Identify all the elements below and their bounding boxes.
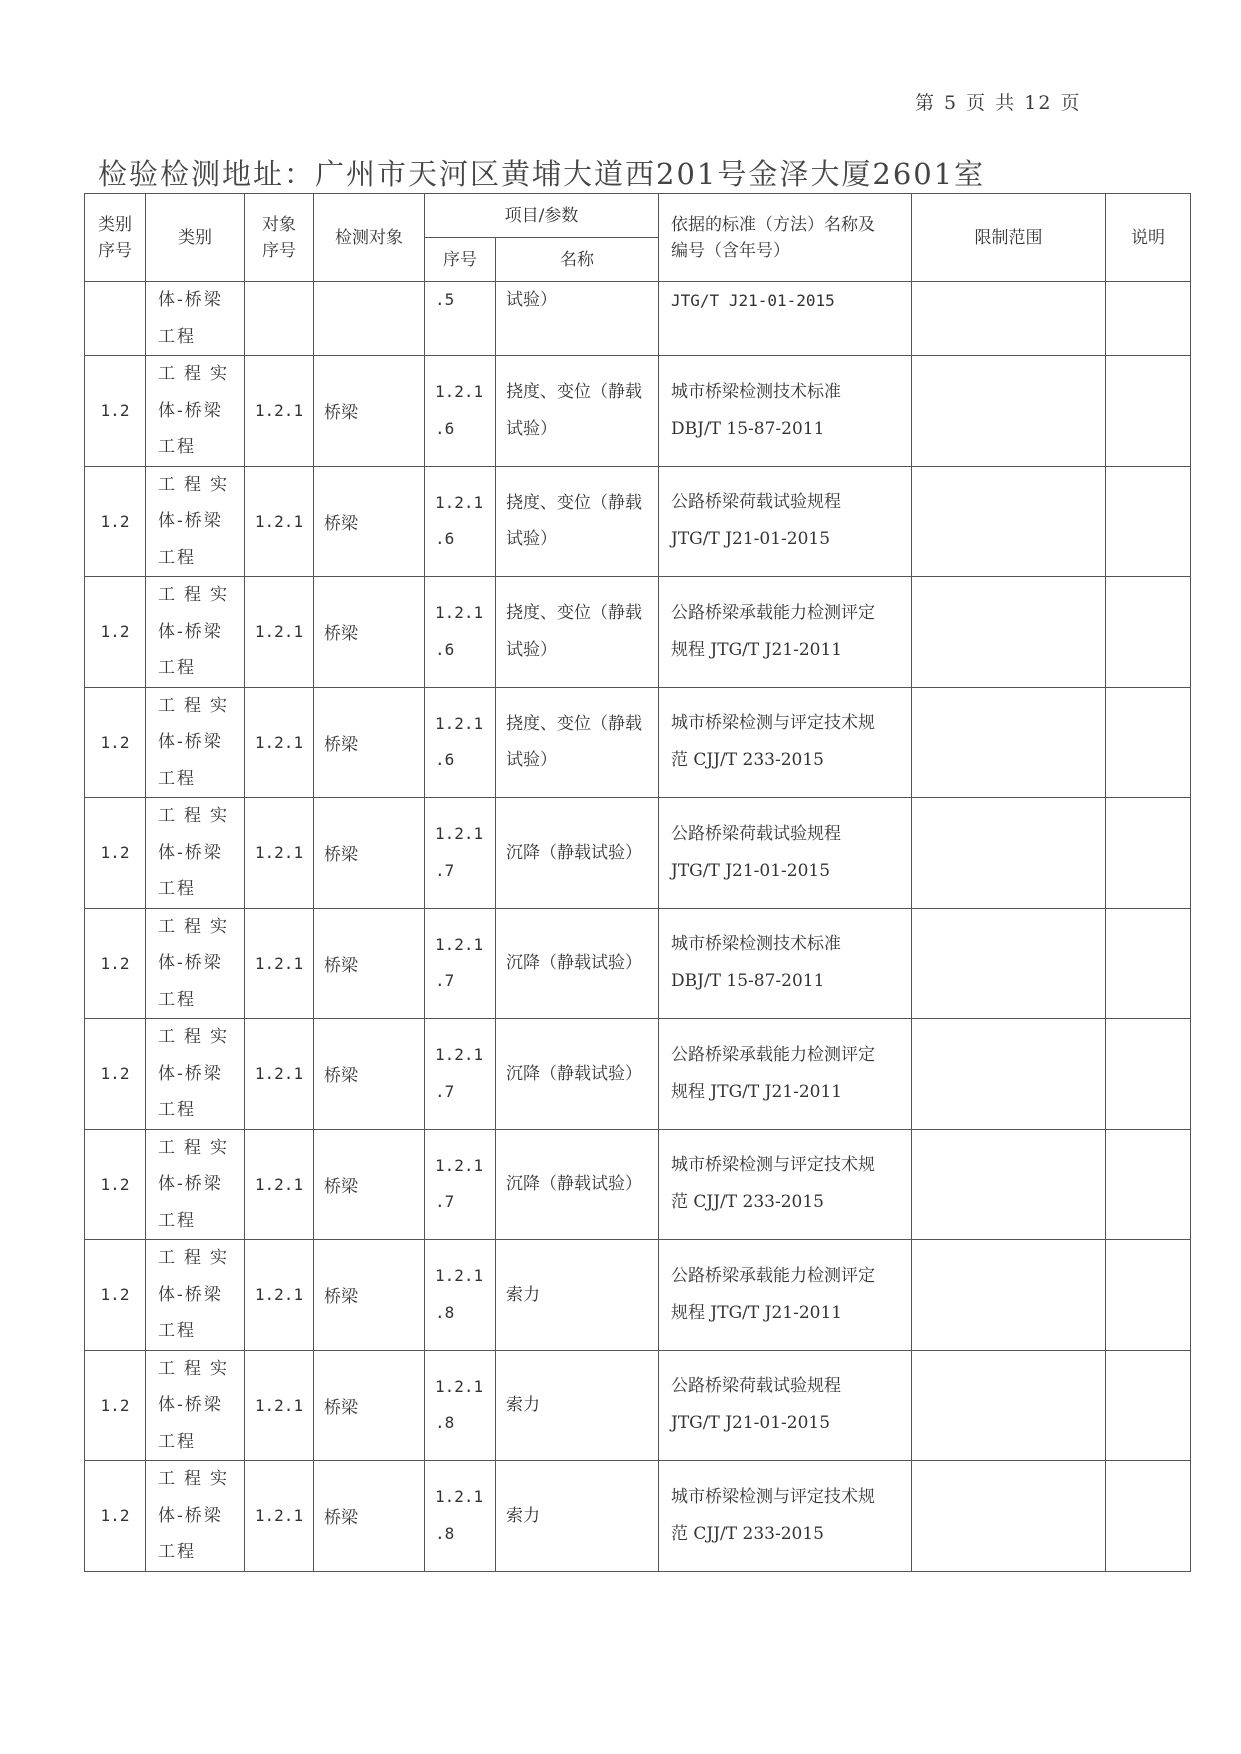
cell-limit bbox=[912, 466, 1106, 577]
cell-obj-no: 1.2.1 bbox=[245, 908, 314, 1019]
cell-obj-no: 1.2.1 bbox=[245, 577, 314, 688]
header-standard: 依据的标准（方法）名称及 编号（含年号） bbox=[659, 194, 912, 282]
cell-limit bbox=[912, 356, 1106, 467]
table-body bbox=[85, 282, 1191, 1572]
table-row bbox=[85, 577, 1191, 688]
address-line bbox=[98, 152, 985, 193]
cell-category: 工程实 体-桥梁 工程 bbox=[146, 798, 245, 909]
table-row bbox=[85, 798, 1191, 909]
header-limit: 限制范围 bbox=[912, 194, 1106, 282]
cell-standard: JTG/T J21-01-2015 bbox=[659, 282, 912, 356]
header-param-no: 序号 bbox=[425, 238, 496, 282]
cell-object: 桥梁 bbox=[314, 1350, 425, 1461]
page-number: 第 5 页 共 12 页 bbox=[915, 92, 1082, 114]
cell-cat-no: 1.2 bbox=[85, 1019, 146, 1130]
cell-param-no: 1.2.1 .7 bbox=[425, 798, 496, 909]
cell-cat-no: 1.2 bbox=[85, 908, 146, 1019]
cell-note bbox=[1106, 282, 1191, 356]
header-param-group: 项目/参数 bbox=[425, 194, 659, 238]
cell-param-name: 沉降（静载试验） bbox=[496, 798, 659, 909]
cell-param-name: 挠度、变位（静载 试验） bbox=[496, 687, 659, 798]
cell-standard: 公路桥梁荷载试验规程 JTG/T J21-01-2015 bbox=[659, 1350, 912, 1461]
cell-param-name: 沉降（静载试验） bbox=[496, 1129, 659, 1240]
cell-category: 工程实 体-桥梁 工程 bbox=[146, 687, 245, 798]
cell-param-name: 索力 bbox=[496, 1350, 659, 1461]
cell-limit bbox=[912, 1129, 1106, 1240]
cell-note bbox=[1106, 1350, 1191, 1461]
cell-limit bbox=[912, 282, 1106, 356]
cell-note bbox=[1106, 466, 1191, 577]
cell-param-no: 1.2.1 .7 bbox=[425, 1019, 496, 1130]
cell-object: 桥梁 bbox=[314, 1019, 425, 1130]
cell-standard: 城市桥梁检测与评定技术规 范 CJJ/T 233-2015 bbox=[659, 687, 912, 798]
table-row bbox=[85, 356, 1191, 467]
cell-object: 桥梁 bbox=[314, 798, 425, 909]
cell-standard: 公路桥梁承载能力检测评定 规程 JTG/T J21-2011 bbox=[659, 1240, 912, 1351]
cell-obj-no: 1.2.1 bbox=[245, 356, 314, 467]
cell-param-name: 挠度、变位（静载 试验） bbox=[496, 577, 659, 688]
cell-standard: 城市桥梁检测与评定技术规 范 CJJ/T 233-2015 bbox=[659, 1461, 912, 1572]
cell-cat-no: 1.2 bbox=[85, 1240, 146, 1351]
cell-category: 工程实 体-桥梁 工程 bbox=[146, 908, 245, 1019]
cell-param-no: 1.2.1 .6 bbox=[425, 466, 496, 577]
cell-param-no: .5 bbox=[425, 282, 496, 356]
table-row bbox=[85, 908, 1191, 1019]
header-note: 说明 bbox=[1106, 194, 1191, 282]
cell-obj-no: 1.2.1 bbox=[245, 1350, 314, 1461]
cell-note bbox=[1106, 1461, 1191, 1572]
cell-param-no: 1.2.1 .6 bbox=[425, 356, 496, 467]
cell-note bbox=[1106, 908, 1191, 1019]
cell-cat-no: 1.2 bbox=[85, 687, 146, 798]
address-value: 广州市天河区黄埔大道西201号金泽大厦2601室 bbox=[315, 157, 986, 191]
cell-obj-no: 1.2.1 bbox=[245, 687, 314, 798]
cell-param-name: 沉降（静载试验） bbox=[496, 908, 659, 1019]
cell-param-no: 1.2.1 .7 bbox=[425, 1129, 496, 1240]
cell-cat-no: 1.2 bbox=[85, 1129, 146, 1240]
cell-param-no: 1.2.1 .8 bbox=[425, 1240, 496, 1351]
table-row bbox=[85, 1129, 1191, 1240]
cell-cat-no bbox=[85, 282, 146, 356]
cell-category: 工程实 体-桥梁 工程 bbox=[146, 577, 245, 688]
cell-obj-no: 1.2.1 bbox=[245, 798, 314, 909]
cell-object bbox=[314, 282, 425, 356]
cell-obj-no bbox=[245, 282, 314, 356]
cell-note bbox=[1106, 687, 1191, 798]
cell-standard: 公路桥梁荷载试验规程 JTG/T J21-01-2015 bbox=[659, 466, 912, 577]
cell-standard: 城市桥梁检测与评定技术规 范 CJJ/T 233-2015 bbox=[659, 1129, 912, 1240]
cell-standard: 城市桥梁检测技术标准 DBJ/T 15-87-2011 bbox=[659, 356, 912, 467]
table-row bbox=[85, 1019, 1191, 1130]
cell-obj-no: 1.2.1 bbox=[245, 1240, 314, 1351]
cell-standard: 城市桥梁检测技术标准 DBJ/T 15-87-2011 bbox=[659, 908, 912, 1019]
cell-limit bbox=[912, 577, 1106, 688]
cell-category: 工程实 体-桥梁 工程 bbox=[146, 356, 245, 467]
cell-param-no: 1.2.1 .6 bbox=[425, 687, 496, 798]
cell-param-name: 试验） bbox=[496, 282, 659, 356]
cell-category: 工程实 体-桥梁 工程 bbox=[146, 1240, 245, 1351]
cell-object: 桥梁 bbox=[314, 466, 425, 577]
cell-param-name: 挠度、变位（静载 试验） bbox=[496, 466, 659, 577]
cell-object: 桥梁 bbox=[314, 687, 425, 798]
cell-param-name: 挠度、变位（静载 试验） bbox=[496, 356, 659, 467]
cell-cat-no: 1.2 bbox=[85, 1350, 146, 1461]
cell-object: 桥梁 bbox=[314, 577, 425, 688]
cell-param-no: 1.2.1 .8 bbox=[425, 1461, 496, 1572]
header-param-name: 名称 bbox=[496, 238, 659, 282]
header-object: 检测对象 bbox=[314, 194, 425, 282]
cell-obj-no: 1.2.1 bbox=[245, 1019, 314, 1130]
cell-limit bbox=[912, 1240, 1106, 1351]
cell-note bbox=[1106, 798, 1191, 909]
cell-cat-no: 1.2 bbox=[85, 356, 146, 467]
address-label: 检验检测地址： bbox=[98, 157, 316, 191]
cell-category: 体-桥梁 工程 bbox=[146, 282, 245, 356]
cell-standard: 公路桥梁承载能力检测评定 规程 JTG/T J21-2011 bbox=[659, 577, 912, 688]
table-row bbox=[85, 1350, 1191, 1461]
cell-cat-no: 1.2 bbox=[85, 577, 146, 688]
table-header bbox=[85, 194, 1191, 282]
table-row bbox=[85, 1461, 1191, 1572]
header-cat-no: 类别 序号 bbox=[85, 194, 146, 282]
cell-object: 桥梁 bbox=[314, 356, 425, 467]
cell-param-no: 1.2.1 .8 bbox=[425, 1350, 496, 1461]
cell-category: 工程实 体-桥梁 工程 bbox=[146, 1019, 245, 1130]
cell-cat-no: 1.2 bbox=[85, 798, 146, 909]
cell-object: 桥梁 bbox=[314, 1461, 425, 1572]
cell-object: 桥梁 bbox=[314, 1240, 425, 1351]
cell-param-name: 索力 bbox=[496, 1240, 659, 1351]
cell-limit bbox=[912, 798, 1106, 909]
cell-param-name: 索力 bbox=[496, 1461, 659, 1572]
table-row bbox=[85, 687, 1191, 798]
cell-note bbox=[1106, 1129, 1191, 1240]
table-row-continuation bbox=[85, 282, 1191, 356]
cell-cat-no: 1.2 bbox=[85, 466, 146, 577]
cell-param-name: 沉降（静载试验） bbox=[496, 1019, 659, 1130]
cell-category: 工程实 体-桥梁 工程 bbox=[146, 466, 245, 577]
cell-standard: 公路桥梁承载能力检测评定 规程 JTG/T J21-2011 bbox=[659, 1019, 912, 1130]
header-category: 类别 bbox=[146, 194, 245, 282]
accreditation-table bbox=[84, 193, 1191, 1572]
cell-obj-no: 1.2.1 bbox=[245, 466, 314, 577]
cell-standard: 公路桥梁荷载试验规程 JTG/T J21-01-2015 bbox=[659, 798, 912, 909]
cell-category: 工程实 体-桥梁 工程 bbox=[146, 1129, 245, 1240]
cell-note bbox=[1106, 1019, 1191, 1130]
cell-note bbox=[1106, 577, 1191, 688]
cell-limit bbox=[912, 1350, 1106, 1461]
cell-cat-no: 1.2 bbox=[85, 1461, 146, 1572]
cell-limit bbox=[912, 908, 1106, 1019]
cell-category: 工程实 体-桥梁 工程 bbox=[146, 1350, 245, 1461]
table-row bbox=[85, 466, 1191, 577]
cell-param-no: 1.2.1 .6 bbox=[425, 577, 496, 688]
cell-obj-no: 1.2.1 bbox=[245, 1461, 314, 1572]
header-obj-no: 对象 序号 bbox=[245, 194, 314, 282]
cell-object: 桥梁 bbox=[314, 908, 425, 1019]
cell-limit bbox=[912, 1019, 1106, 1130]
cell-limit bbox=[912, 1461, 1106, 1572]
cell-category: 工程实 体-桥梁 工程 bbox=[146, 1461, 245, 1572]
cell-limit bbox=[912, 687, 1106, 798]
table-row bbox=[85, 1240, 1191, 1351]
cell-object: 桥梁 bbox=[314, 1129, 425, 1240]
cell-param-no: 1.2.1 .7 bbox=[425, 908, 496, 1019]
cell-obj-no: 1.2.1 bbox=[245, 1129, 314, 1240]
cell-note bbox=[1106, 1240, 1191, 1351]
cell-note bbox=[1106, 356, 1191, 467]
